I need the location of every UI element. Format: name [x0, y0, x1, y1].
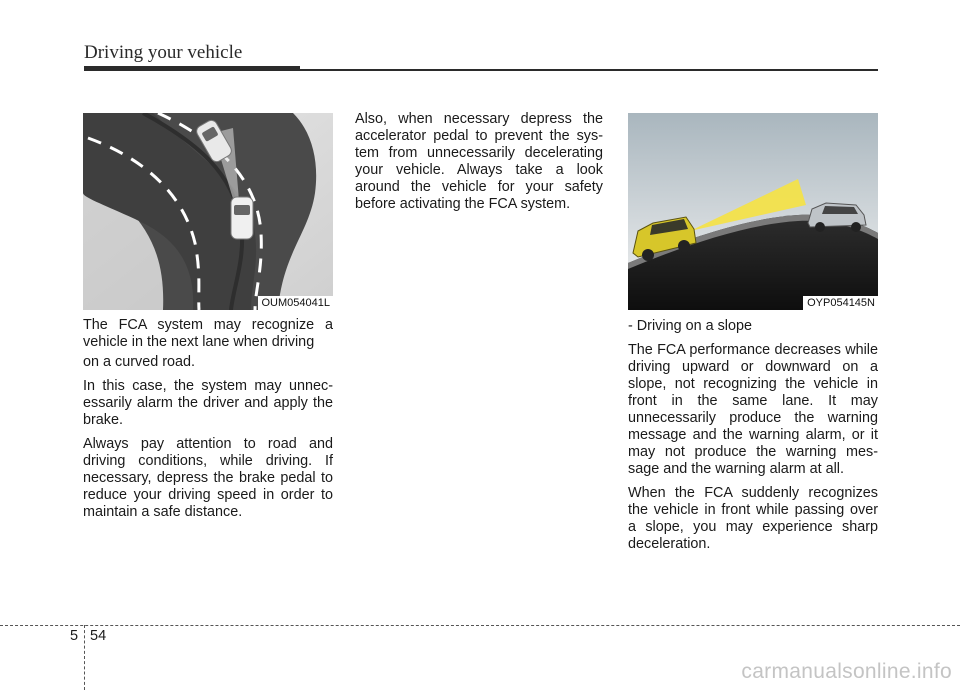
slope-road-figure — [628, 113, 878, 310]
chapter-number: 5 — [70, 628, 79, 644]
page-number: 54 — [90, 628, 107, 644]
figure-label: OUM054041L — [258, 296, 334, 310]
footer-divider — [84, 625, 85, 690]
page-header-title: Driving your vehicle — [84, 42, 243, 63]
curved-road-image — [83, 113, 333, 310]
paragraph: When the FCA suddenly recognizes the vehicle in front while passing over a slope, you may experience sharp deceleration. — [628, 485, 878, 552]
paragraph: The FCA system may recognize a vehicle in the next lane when driving — [83, 317, 333, 350]
watermark: carmanualsonline.info — [741, 660, 952, 683]
paragraph: on a curved road. — [83, 354, 195, 370]
car-icon — [231, 197, 253, 239]
paragraph: The FCA performance decreases while driving upward or downward on a slope, not recognizing the vehicle in front in the same lane. It may unnecessarily produce the warning message and the warning alarm, or it may not produce the warning mes- sage and the warning alarm at all. — [628, 342, 878, 477]
list-heading: - Driving on a slope — [628, 318, 752, 334]
figure-label: OYP054145N — [803, 296, 878, 310]
header-rule-thick — [84, 66, 300, 71]
curved-road-figure — [83, 113, 333, 310]
middle-column-text — [355, 111, 603, 220]
slope-road-image — [628, 113, 878, 310]
header-rule-thin — [300, 69, 878, 71]
paragraph: In this case, the system may unnec- essarily alarm the driver and apply the brake. — [83, 378, 333, 428]
paragraph: Always pay attention to road and driving conditions, while driving. If necessary, depress the brake pedal to reduce your driving speed in order to maintain a safe distance. — [83, 436, 333, 520]
left-column-text — [83, 317, 333, 528]
paragraph: Also, when necessary depress the accelerator pedal to prevent the sys- tem from unnecessarily decelerating your vehicle. Always take a look around the vehicle for your safety before activating the FCA system. — [355, 111, 603, 212]
footer-rule — [0, 625, 960, 626]
right-column-text — [628, 318, 878, 560]
